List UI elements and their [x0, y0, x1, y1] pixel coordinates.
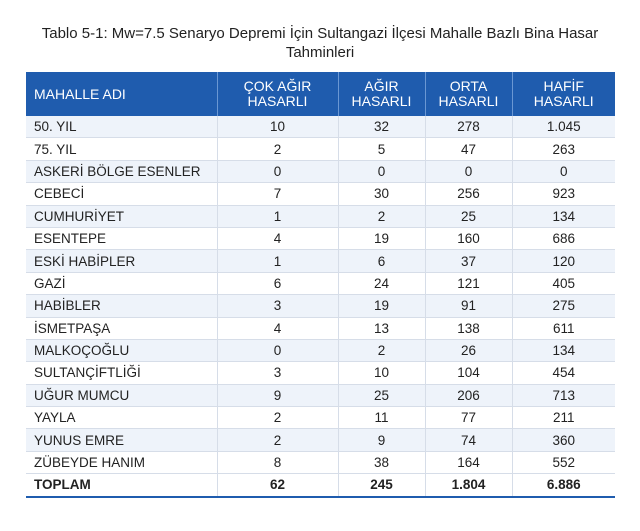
header-neighborhood: MAHALLE ADI	[26, 72, 217, 116]
cell-heavy: 30	[338, 183, 425, 205]
cell-very-heavy: 2	[217, 407, 338, 429]
table-row	[26, 384, 615, 406]
cell-moderate: 160	[425, 227, 512, 249]
total-heavy: 245	[338, 474, 425, 497]
table-row	[26, 272, 615, 294]
cell-light: 275	[512, 295, 615, 317]
cell-heavy: 25	[338, 384, 425, 406]
table-row	[26, 451, 615, 473]
cell-heavy: 9	[338, 429, 425, 451]
cell-moderate: 26	[425, 339, 512, 361]
cell-heavy: 0	[338, 160, 425, 182]
table-row	[26, 339, 615, 361]
cell-very-heavy: 10	[217, 116, 338, 138]
table-row	[26, 227, 615, 249]
caption-line-1: Tablo 5-1: Mw=7.5 Senaryo Depremi İçin Sultangazi İlçesi Mahalle Bazlı Bina Hasar	[41, 25, 599, 42]
cell-light: 923	[512, 183, 615, 205]
cell-neighborhood: 75. YIL	[26, 138, 217, 160]
cell-heavy: 10	[338, 362, 425, 384]
cell-light: 611	[512, 317, 615, 339]
table-caption	[0, 24, 640, 62]
table-row	[26, 116, 615, 138]
table-row	[26, 160, 615, 182]
cell-light: 0	[512, 160, 615, 182]
cell-neighborhood: HABİBLER	[26, 295, 217, 317]
cell-light: 134	[512, 205, 615, 227]
cell-neighborhood: İSMETPAŞA	[26, 317, 217, 339]
cell-light: 1.045	[512, 116, 615, 138]
cell-very-heavy: 6	[217, 272, 338, 294]
total-very-heavy: 62	[217, 474, 338, 497]
total-moderate: 1.804	[425, 474, 512, 497]
cell-light: 211	[512, 407, 615, 429]
cell-light: 405	[512, 272, 615, 294]
cell-light: 263	[512, 138, 615, 160]
caption-line-2: Tahminleri	[285, 44, 355, 61]
damage-estimate-table	[26, 72, 615, 498]
cell-moderate: 121	[425, 272, 512, 294]
total-label: TOPLAM	[26, 474, 217, 497]
cell-moderate: 206	[425, 384, 512, 406]
cell-heavy: 38	[338, 451, 425, 473]
cell-heavy: 24	[338, 272, 425, 294]
cell-heavy: 2	[338, 339, 425, 361]
cell-heavy: 19	[338, 295, 425, 317]
cell-very-heavy: 9	[217, 384, 338, 406]
cell-very-heavy: 2	[217, 429, 338, 451]
cell-neighborhood: ESENTEPE	[26, 227, 217, 249]
total-row	[26, 474, 615, 497]
cell-moderate: 104	[425, 362, 512, 384]
cell-moderate: 77	[425, 407, 512, 429]
table-row	[26, 362, 615, 384]
cell-very-heavy: 3	[217, 295, 338, 317]
cell-neighborhood: 50. YIL	[26, 116, 217, 138]
cell-moderate: 278	[425, 116, 512, 138]
cell-neighborhood: SULTANÇİFTLİĞİ	[26, 362, 217, 384]
cell-moderate: 74	[425, 429, 512, 451]
cell-neighborhood: YUNUS EMRE	[26, 429, 217, 451]
cell-very-heavy: 4	[217, 317, 338, 339]
header-very-heavy: ÇOK AĞIR HASARLI	[217, 72, 338, 116]
table-row	[26, 407, 615, 429]
cell-light: 686	[512, 227, 615, 249]
table-row	[26, 205, 615, 227]
cell-heavy: 5	[338, 138, 425, 160]
cell-neighborhood: CUMHURİYET	[26, 205, 217, 227]
table-row	[26, 295, 615, 317]
cell-moderate: 25	[425, 205, 512, 227]
cell-neighborhood: ASKERİ BÖLGE ESENLER	[26, 160, 217, 182]
cell-very-heavy: 3	[217, 362, 338, 384]
cell-light: 713	[512, 384, 615, 406]
cell-heavy: 13	[338, 317, 425, 339]
table-row	[26, 429, 615, 451]
cell-heavy: 2	[338, 205, 425, 227]
cell-very-heavy: 4	[217, 227, 338, 249]
cell-neighborhood: MALKOÇOĞLU	[26, 339, 217, 361]
cell-neighborhood: ESKİ HABİPLER	[26, 250, 217, 272]
cell-light: 134	[512, 339, 615, 361]
cell-neighborhood: YAYLA	[26, 407, 217, 429]
cell-neighborhood: ZÜBEYDE HANIM	[26, 451, 217, 473]
cell-moderate: 164	[425, 451, 512, 473]
cell-heavy: 19	[338, 227, 425, 249]
cell-very-heavy: 1	[217, 250, 338, 272]
cell-light: 360	[512, 429, 615, 451]
cell-moderate: 256	[425, 183, 512, 205]
cell-light: 454	[512, 362, 615, 384]
cell-light: 120	[512, 250, 615, 272]
cell-very-heavy: 1	[217, 205, 338, 227]
table-body	[26, 116, 615, 497]
table-row	[26, 138, 615, 160]
cell-very-heavy: 2	[217, 138, 338, 160]
cell-neighborhood: CEBECİ	[26, 183, 217, 205]
table-row	[26, 250, 615, 272]
cell-very-heavy: 0	[217, 160, 338, 182]
cell-heavy: 11	[338, 407, 425, 429]
cell-neighborhood: GAZİ	[26, 272, 217, 294]
header-row	[26, 72, 615, 116]
cell-moderate: 47	[425, 138, 512, 160]
cell-neighborhood: UĞUR MUMCU	[26, 384, 217, 406]
cell-very-heavy: 0	[217, 339, 338, 361]
cell-moderate: 91	[425, 295, 512, 317]
cell-moderate: 138	[425, 317, 512, 339]
table-row	[26, 317, 615, 339]
header-moderate: ORTA HASARLI	[425, 72, 512, 116]
cell-moderate: 0	[425, 160, 512, 182]
cell-very-heavy: 8	[217, 451, 338, 473]
cell-heavy: 32	[338, 116, 425, 138]
table-row	[26, 183, 615, 205]
cell-moderate: 37	[425, 250, 512, 272]
total-light: 6.886	[512, 474, 615, 497]
cell-heavy: 6	[338, 250, 425, 272]
header-light: HAFİF HASARLI	[512, 72, 615, 116]
cell-very-heavy: 7	[217, 183, 338, 205]
cell-light: 552	[512, 451, 615, 473]
header-heavy: AĞIR HASARLI	[338, 72, 425, 116]
